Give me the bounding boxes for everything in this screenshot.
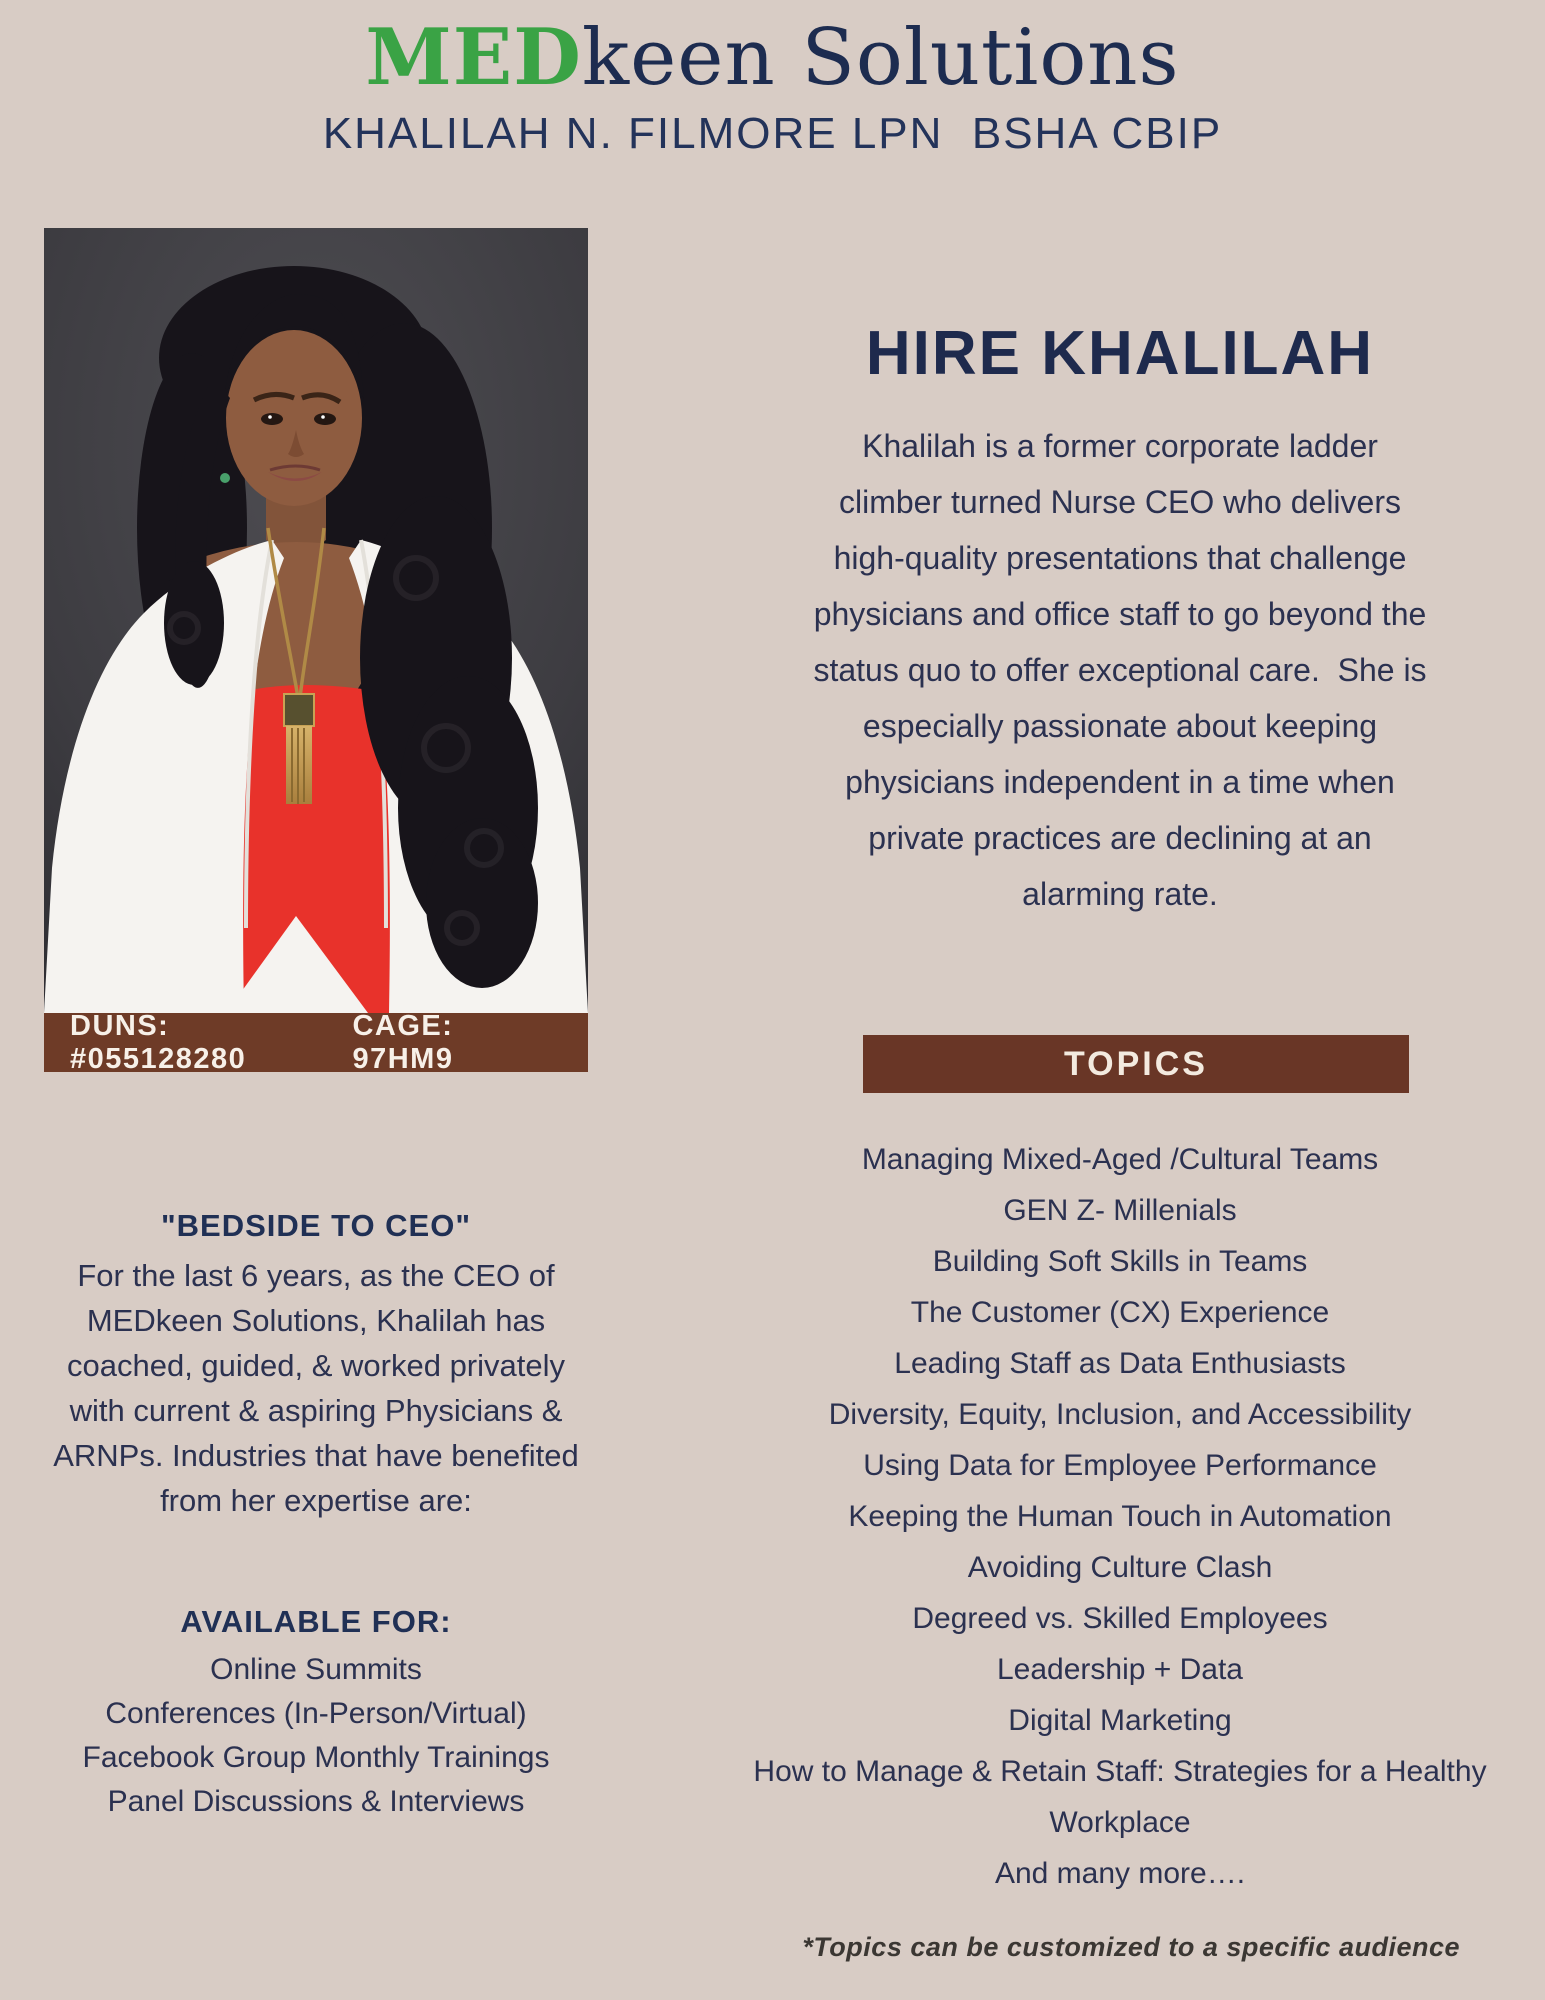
topics-heading: TOPICS bbox=[1064, 1044, 1208, 1083]
bio-line: physicians independent in a time when bbox=[845, 764, 1395, 800]
available-heading: AVAILABLE FOR: bbox=[180, 1604, 452, 1639]
topic-item: Leadership + Data bbox=[996, 1653, 1243, 1686]
topic-item: Diversity, Equity, Inclusion, and Accessibility bbox=[828, 1398, 1412, 1431]
available-item: Conferences (In-Person/Virtual) bbox=[105, 1697, 527, 1730]
bedside-line: from her expertise are: bbox=[160, 1483, 472, 1518]
bio-paragraph bbox=[700, 418, 1540, 922]
available-section bbox=[44, 1602, 588, 1824]
topic-item: Using Data for Employee Performance bbox=[863, 1449, 1377, 1482]
bedside-heading: "BEDSIDE TO CEO" bbox=[160, 1208, 472, 1243]
bedside-line: ARNPs. Industries that have benefited bbox=[53, 1438, 579, 1473]
available-item: Online Summits bbox=[210, 1653, 422, 1686]
person-name-credentials: KHALILAH N. FILMORE LPN BSHA CBIP bbox=[322, 109, 1223, 158]
topic-item: Digital Marketing bbox=[1008, 1704, 1232, 1737]
earring bbox=[220, 473, 230, 483]
cage-code: CAGE: 97HM9 bbox=[352, 1009, 454, 1075]
topics-list bbox=[690, 1134, 1545, 1899]
bio-line: especially passionate about keeping bbox=[862, 708, 1378, 744]
topic-item: And many more…. bbox=[994, 1857, 1246, 1890]
available-item: Facebook Group Monthly Trainings bbox=[82, 1741, 550, 1774]
topic-item: The Customer (CX) Experience bbox=[910, 1296, 1330, 1329]
available-item: Panel Discussions & Interviews bbox=[107, 1785, 525, 1818]
brand-prefix: MED bbox=[365, 12, 582, 103]
bio-line: private practices are declining at an bbox=[868, 820, 1372, 856]
bedside-line: MEDkeen Solutions, Khalilah has bbox=[86, 1303, 546, 1338]
bio-line: climber turned Nurse CEO who delivers bbox=[839, 484, 1401, 520]
topic-item: Avoiding Culture Clash bbox=[967, 1551, 1273, 1584]
topic-item: Building Soft Skills in Teams bbox=[932, 1245, 1308, 1278]
bedside-section bbox=[44, 1207, 588, 1523]
brand-title bbox=[0, 12, 1545, 104]
bio-line: physicians and office staff to go beyond the bbox=[813, 596, 1427, 632]
duns-number: DUNS: #055128280 bbox=[70, 1009, 247, 1075]
bio-line: high-quality presentations that challenge bbox=[833, 540, 1407, 576]
brand-rest: keen Solutions bbox=[581, 13, 1180, 103]
hire-heading: HIRE KHALILAH bbox=[865, 319, 1375, 388]
topic-item: Managing Mixed-Aged /Cultural Teams bbox=[861, 1143, 1379, 1176]
bedside-line: coached, guided, & worked privately bbox=[66, 1348, 565, 1383]
topic-item: GEN Z- Millenials bbox=[1003, 1194, 1237, 1227]
bedside-line: with current & aspiring Physicians & bbox=[69, 1393, 563, 1428]
topic-item: Leading Staff as Data Enthusiasts bbox=[894, 1347, 1346, 1380]
topic-item: Keeping the Human Touch in Automation bbox=[848, 1500, 1392, 1533]
bio-line: status quo to offer exceptional care. She is bbox=[813, 652, 1427, 688]
topic-item: How to Manage & Retain Staff: Strategies for a Healthy Workplace bbox=[753, 1755, 1487, 1839]
header bbox=[0, 12, 1545, 160]
portrait-photo bbox=[44, 228, 588, 1013]
bio-line: alarming rate. bbox=[1022, 876, 1218, 912]
topics-header-bar bbox=[863, 1035, 1409, 1093]
bedside-line: For the last 6 years, as the CEO of bbox=[77, 1258, 555, 1293]
photo-card bbox=[44, 228, 588, 1075]
footnote: *Topics can be customized to a specific audience bbox=[802, 1932, 1460, 1962]
credentials-bar bbox=[44, 1009, 588, 1075]
bio-line: Khalilah is a former corporate ladder bbox=[862, 428, 1378, 464]
topic-item: Degreed vs. Skilled Employees bbox=[912, 1602, 1328, 1635]
